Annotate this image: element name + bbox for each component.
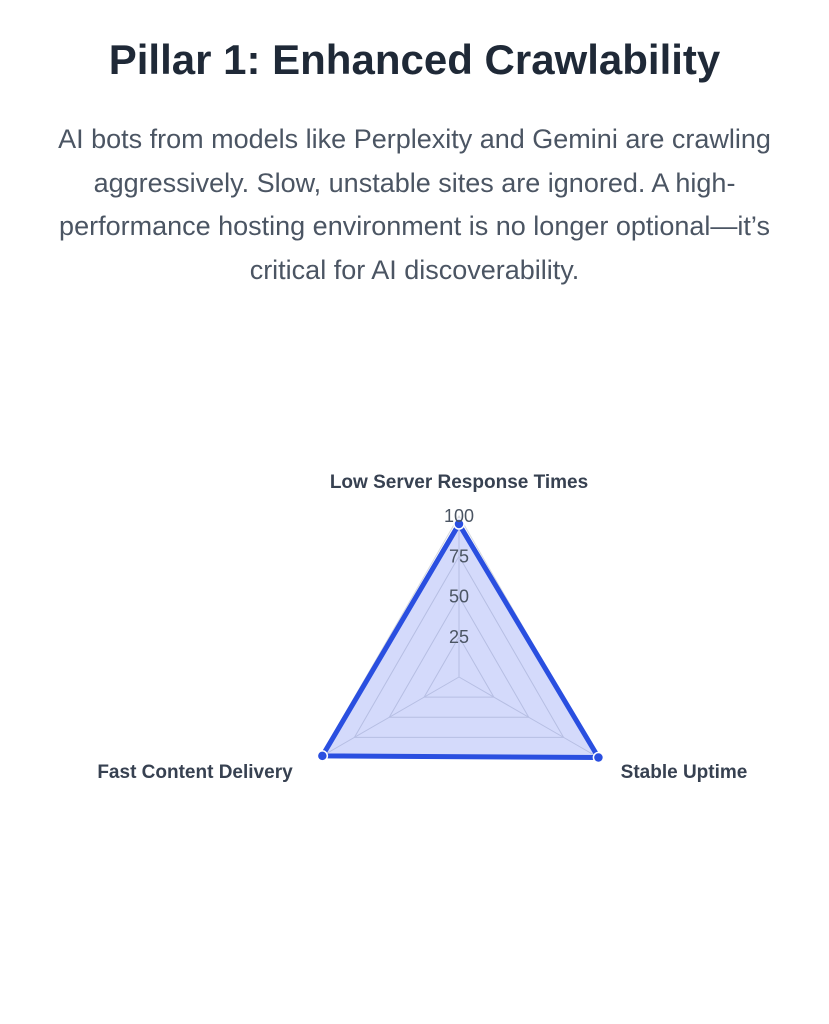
radar-point-1 [593, 753, 603, 763]
radar-axis-label-1: Stable Uptime [620, 762, 748, 783]
radar-point-2 [317, 751, 327, 761]
radar-axis-label-2: Fast Content Delivery [97, 762, 293, 783]
radar-tick-label-100: 100 [443, 506, 475, 526]
radar-tick-label-50: 50 [448, 586, 470, 607]
radar-chart [0, 440, 829, 820]
page-description: AI bots from models like Perplexity and Gemini are crawling aggressively. Slow, unstable sites are ignored. A high-performance hosting environment is no longer optional—it’s critical for AI discoverability. [58, 124, 771, 285]
page-title: Pillar 1: Enhanced Crawlability [108, 36, 721, 83]
radar-axis-label-0: Low Server Response Times [329, 472, 589, 493]
radar-tick-label-75: 75 [448, 546, 470, 567]
radar-tick-label-25: 25 [448, 626, 470, 647]
